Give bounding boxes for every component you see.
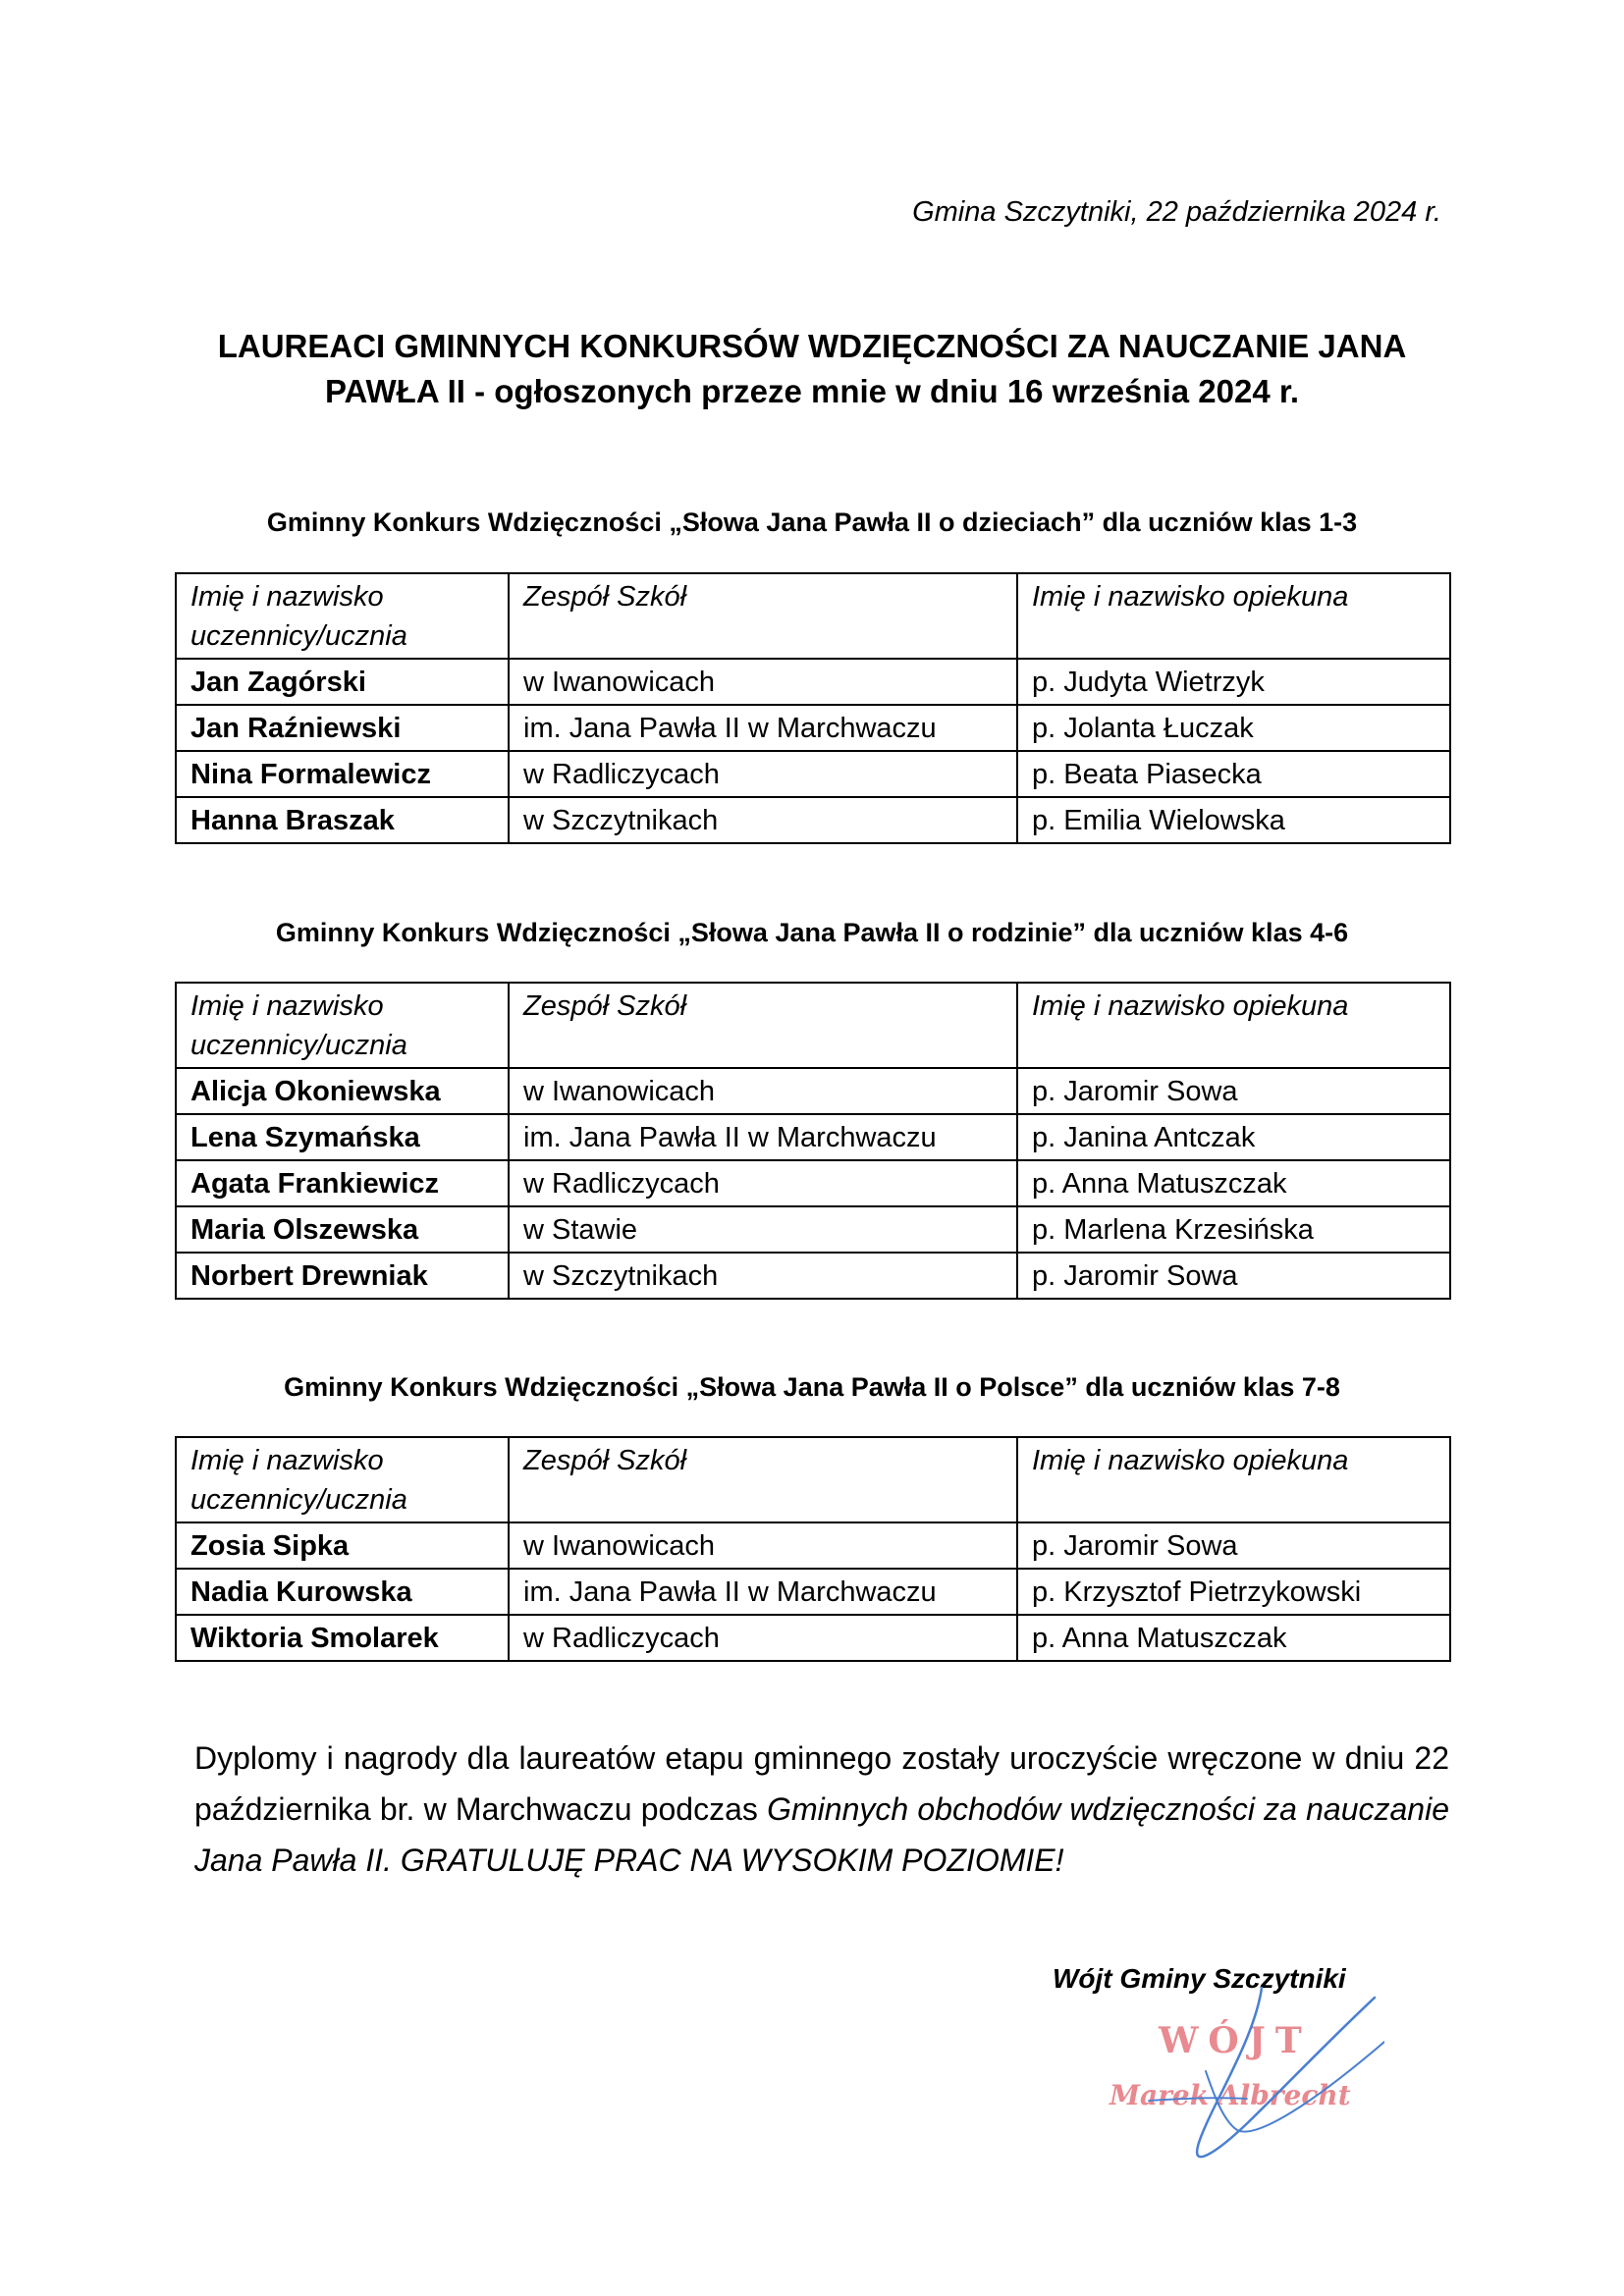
table-row [176,1068,1450,1114]
guardian-name: p. Anna Matuszczak [1017,1160,1450,1206]
title-line-2: PAWŁA II - ogłoszonych przeze mnie w dniu 16 września 2024 r. [324,373,1300,409]
school-name: w Szczytnikach [509,797,1017,843]
table-row [176,797,1450,843]
closing-text: Dyplomy i nagrody dla laureatów etapu gminnego zostały uroczyście wręczone w dniu 22 października br. w Marchwaczu podczas [194,1740,1449,1827]
guardian-name: p. Beata Piasecka [1017,751,1450,797]
table-header-row [176,1437,1450,1522]
school-name: im. Jana Pawła II w Marchwaczu [509,1114,1017,1160]
section-title-2: Gminny Konkurs Wdzięczności „Słowa Jana Pawła II o rodzinie” dla uczniów klas 4-6 [275,918,1349,947]
guardian-name: p. Jaromir Sowa [1017,1522,1450,1569]
student-name: Nina Formalewicz [176,751,509,797]
official-stamp [1090,1983,1384,2179]
header-guardian: Imię i nazwisko opiekuna [1017,983,1450,1068]
table-row [176,1522,1450,1569]
table-row [176,1114,1450,1160]
header-school: Zespół Szkół [509,1437,1017,1522]
laureates-table-1 [175,572,1451,844]
date-line: Gmina Szczytniki, 22 października 2024 r. [912,196,1441,228]
title-line-1: LAUREACI GMINNYCH KONKURSÓW WDZIĘCZNOŚCI ZA NAUCZANIE JANA [217,328,1407,364]
guardian-name: p. Anna Matuszczak [1017,1615,1450,1661]
table-row [176,1569,1450,1615]
guardian-name: p. Jaromir Sowa [1017,1068,1450,1114]
header-student: Imię i nazwisko uczennicy/ucznia [176,983,509,1068]
handwritten-signature [1090,1983,1384,2179]
table-row [176,659,1450,705]
document-title [167,324,1457,414]
closing-text-italic: Gminnych obchodów wdzięczności za nauczanie Jana Pawła II. GRATULUJĘ PRAC NA WYSOKIM POZIOMIE! [194,1791,1450,1878]
school-name: w Stawie [509,1206,1017,1253]
student-name: Norbert Drewniak [176,1253,509,1299]
student-name: Alicja Okoniewska [176,1068,509,1114]
stamp-name: Marek Albrecht [1110,2079,1351,2111]
guardian-name: p. Krzysztof Pietrzykowski [1017,1569,1450,1615]
stamp-title: WÓJT [1159,2020,1312,2061]
table-header-row [176,573,1450,659]
guardian-name: p. Jaromir Sowa [1017,1253,1450,1299]
school-name: w Radliczycach [509,751,1017,797]
guardian-name: p. Judyta Wietrzyk [1017,659,1450,705]
header-school: Zespół Szkół [509,573,1017,659]
school-name: w Szczytnikach [509,1253,1017,1299]
closing-paragraph [194,1733,1449,1886]
student-name: Zosia Sipka [176,1522,509,1569]
table-row [176,1160,1450,1206]
student-name: Hanna Braszak [176,797,509,843]
table-row [176,1206,1450,1253]
laureates-table-2 [175,982,1451,1300]
guardian-name: p. Jolanta Łuczak [1017,705,1450,751]
section-title-1: Gminny Konkurs Wdzięczności „Słowa Jana Pawła II o dzieciach” dla uczniów klas 1-3 [266,507,1358,537]
table-row [176,705,1450,751]
section-title-3: Gminny Konkurs Wdzięczności „Słowa Jana Pawła II o Polsce” dla uczniów klas 7-8 [284,1372,1340,1402]
laureates-table-3 [175,1436,1451,1662]
guardian-name: p. Janina Antczak [1017,1114,1450,1160]
school-name: w Iwanowicach [509,1522,1017,1569]
header-student: Imię i nazwisko uczennicy/ucznia [176,1437,509,1522]
school-name: w Radliczycach [509,1160,1017,1206]
school-name: w Radliczycach [509,1615,1017,1661]
guardian-name: p. Emilia Wielowska [1017,797,1450,843]
student-name: Jan Raźniewski [176,705,509,751]
header-student: Imię i nazwisko uczennicy/ucznia [176,573,509,659]
table-header-row [176,983,1450,1068]
student-name: Nadia Kurowska [176,1569,509,1615]
table-row [176,751,1450,797]
table-row [176,1253,1450,1299]
header-school: Zespół Szkół [509,983,1017,1068]
header-guardian: Imię i nazwisko opiekuna [1017,573,1450,659]
student-name: Agata Frankiewicz [176,1160,509,1206]
student-name: Wiktoria Smolarek [176,1615,509,1661]
student-name: Jan Zagórski [176,659,509,705]
school-name: w Iwanowicach [509,1068,1017,1114]
student-name: Lena Szymańska [176,1114,509,1160]
school-name: im. Jana Pawła II w Marchwaczu [509,705,1017,751]
signature-title: Wójt Gminy Szczytniki [1053,1963,1346,1994]
guardian-name: p. Marlena Krzesińska [1017,1206,1450,1253]
student-name: Maria Olszewska [176,1206,509,1253]
header-guardian: Imię i nazwisko opiekuna [1017,1437,1450,1522]
table-row [176,1615,1450,1661]
school-name: w Iwanowicach [509,659,1017,705]
school-name: im. Jana Pawła II w Marchwaczu [509,1569,1017,1615]
